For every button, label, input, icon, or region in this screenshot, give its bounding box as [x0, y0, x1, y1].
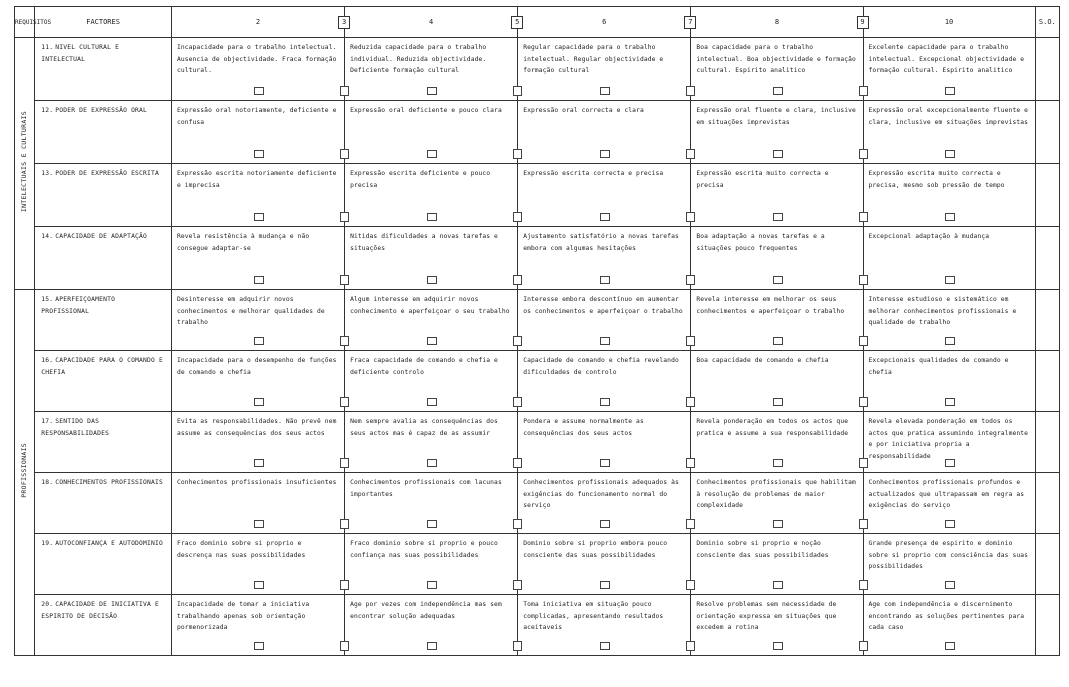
score-2-description: Incapacidade de tomar a iniciativa trabalhando apenas sob orientação pormenorizada: [176, 601, 310, 631]
score-10-description: Expressão oral excepcionalmente fluente e clara, inclusive em situações imprevistas: [868, 107, 1029, 126]
score-10-checkbox[interactable]: [945, 337, 955, 345]
factor-number: 11.: [41, 44, 54, 51]
score-5-checkbox[interactable]: [513, 458, 522, 468]
score-4-cell: [345, 164, 518, 227]
so-cell[interactable]: [1035, 38, 1059, 101]
score-5-checkbox[interactable]: [513, 336, 522, 346]
score-5-checkbox[interactable]: [513, 86, 522, 96]
score-8-checkbox[interactable]: [773, 337, 783, 345]
score-10-cell: [863, 595, 1035, 656]
score-7-checkbox[interactable]: [686, 86, 695, 96]
factor-name: APERFEIÇOAMENTO PROFISSIONAL: [41, 296, 116, 315]
score-4-description: Age por vezes com independência mas sem encontrar solução adequadas: [350, 601, 502, 620]
so-cell[interactable]: [1035, 595, 1059, 656]
score-9-checkbox[interactable]: [859, 580, 868, 590]
score-9-checkbox[interactable]: [859, 86, 868, 96]
score-7-checkbox[interactable]: [686, 641, 695, 651]
factor-row: [15, 227, 1060, 290]
factor-number: 15.: [41, 296, 54, 303]
score-6-header: [518, 7, 691, 38]
factor-name: CAPACIDADE PARA O COMANDO E CHEFIA: [41, 357, 163, 376]
score-7-checkbox[interactable]: 7: [684, 16, 696, 29]
score-10-cell: [863, 38, 1035, 101]
so-cell[interactable]: [1035, 534, 1059, 595]
score-8-cell: [691, 164, 863, 227]
score-4-description: Conhecimentos profissionais com lacunas importantes: [350, 479, 502, 498]
score-3-checkbox[interactable]: [340, 519, 349, 529]
score-6-checkbox[interactable]: [600, 642, 610, 650]
score-8-cell: [691, 101, 863, 164]
score-3-checkbox[interactable]: [340, 641, 349, 651]
score-3-checkbox[interactable]: [340, 336, 349, 346]
so-cell[interactable]: [1035, 473, 1059, 534]
requisito-group-label: PROFISSIONAIS: [19, 442, 28, 498]
score-4-description: Algum interesse em adquirir novos conhecimento e aperfeiçoar o seu trabalho: [350, 296, 510, 315]
score-8-description: Boa adaptação a novas tarefas e a situações pouco frequentes: [696, 233, 825, 252]
so-cell[interactable]: [1035, 290, 1059, 351]
factor-name-cell: [35, 164, 172, 227]
score-4-cell: [345, 473, 518, 534]
score-10-description: Excepcional adaptação à mudança: [868, 233, 990, 240]
requisito-group-1: [15, 38, 35, 290]
score-8-description: Expressão oral fluente e clara, inclusive em situações imprevistas: [696, 107, 856, 126]
score-6-description: Interesse embora descontínuo em aumentar os conhecimentos e aperfeiçoar o trabalho: [523, 296, 683, 315]
header-row: [15, 7, 1060, 38]
score-2-cell: [171, 534, 344, 595]
score-10-checkbox[interactable]: [945, 459, 955, 467]
factor-number: 17.: [41, 418, 54, 425]
score-6-checkbox[interactable]: [600, 459, 610, 467]
score-10-cell: [863, 101, 1035, 164]
score-2-checkbox[interactable]: [254, 398, 264, 406]
factor-row: [15, 534, 1060, 595]
factor-row: [15, 351, 1060, 412]
score-8-checkbox[interactable]: [773, 150, 783, 158]
score-10-description: Age com independência e discernimento encontrando as soluções pertinentes para cada caso: [868, 601, 1025, 631]
score-5-checkbox[interactable]: [513, 275, 522, 285]
score-4-description: Expressão escrita deficiente e pouco precisa: [350, 170, 491, 189]
score-6-cell: [518, 473, 691, 534]
score-4-description: Nitidas dificuldades a novas tarefas e situações: [350, 233, 498, 252]
score-5-checkbox[interactable]: [513, 149, 522, 159]
score-4-description: Expressão oral deficiente e pouco clara: [350, 107, 502, 114]
score-10-description: Revela elevada ponderação em todos os actos que pratica assumindo integralmente e por iniciativa propria a responsabilidade: [868, 418, 1029, 460]
score-6-description: Expressão escrita correcta e precisa: [523, 170, 664, 177]
score-10-cell: [863, 473, 1035, 534]
so-header: S.O.: [1035, 7, 1059, 38]
score-10-cell: [863, 351, 1035, 412]
score-2-description: Fraco dominio sobre si proprio e descrença nas suas possibilidades: [176, 540, 306, 559]
score-8-checkbox[interactable]: [773, 642, 783, 650]
score-6-checkbox[interactable]: [600, 276, 610, 284]
factor-row: [15, 164, 1060, 227]
score-6-cell: [518, 38, 691, 101]
score-8-cell: [691, 473, 863, 534]
score-4-checkbox[interactable]: [427, 642, 437, 650]
score-2-cell: [171, 164, 344, 227]
factor-name-cell: [35, 412, 172, 473]
score-8-cell: [691, 595, 863, 656]
score-4-description: Nem sempre avalia as consequências dos seus actos mas é capaz de as assumir: [350, 418, 498, 437]
score-3-checkbox[interactable]: [340, 458, 349, 468]
score-3-checkbox[interactable]: [340, 149, 349, 159]
score-2-cell: [171, 290, 344, 351]
score-4-description: Reduzida capacidade para o trabalho individual. Reduzida objectividade. Deficiente formação cultural: [350, 44, 487, 74]
score-6-cell: [518, 101, 691, 164]
score-3-checkbox[interactable]: [340, 212, 349, 222]
factor-name: CAPACIDADE DE INICIATIVA E ESPIRITO DE DECISÃO: [41, 601, 160, 620]
score-2-cell: [171, 101, 344, 164]
score-2-cell: [171, 38, 344, 101]
score-2-description: Incapacidade para o trabalho intelectual. Ausencia de objectividade. Fraca formação cultural.: [176, 44, 337, 74]
score-4-checkbox[interactable]: [427, 520, 437, 528]
score-5-checkbox[interactable]: 5: [511, 16, 523, 29]
factor-name: NIVEL CULTURAL E INTELECTUAL: [41, 44, 120, 63]
score-2-checkbox[interactable]: [254, 276, 264, 284]
factor-row: [15, 595, 1060, 656]
score-7-checkbox[interactable]: [686, 519, 695, 529]
score-9-checkbox[interactable]: [859, 458, 868, 468]
score-4-cell: [345, 38, 518, 101]
factor-row: [15, 290, 1060, 351]
score-4-cell: [345, 595, 518, 656]
requisito-group-2: [15, 290, 35, 656]
score-5-checkbox[interactable]: [513, 397, 522, 407]
factor-row: [15, 101, 1060, 164]
score-6-checkbox[interactable]: [600, 87, 610, 95]
score-6-description: Conhecimentos profissionais adequados às exigências do funcionamento normal do serviço: [523, 479, 679, 509]
score-4-cell: [345, 412, 518, 473]
score-9-checkbox[interactable]: [859, 519, 868, 529]
score-6-description: Capacidade de comando e chefia revelando dificuldades de controlo: [523, 357, 679, 376]
score-9-checkbox[interactable]: [859, 212, 868, 222]
score-9-checkbox[interactable]: [859, 149, 868, 159]
score-8-description: Resolve problemas sem necessidade de orientação expressa em situações que excedem a rotina: [696, 601, 837, 631]
score-6-cell: [518, 412, 691, 473]
factores-header: FACTORES: [35, 7, 172, 38]
factor-number: 16.: [41, 357, 54, 364]
score-2-cell: [171, 227, 344, 290]
score-4-cell: [345, 534, 518, 595]
score-2-checkbox[interactable]: [254, 459, 264, 467]
score-8-label: 8: [774, 18, 780, 26]
score-10-description: Interesse estudioso e sistemático em melhorar conhecimentos profissionais e qualidade de trabalho: [868, 296, 1017, 326]
score-8-description: Boa capacidade para o trabalho intelectual. Boa objectividade e formação cultural. Espirito analitico: [696, 44, 856, 74]
score-2-header: [171, 7, 347, 38]
evaluation-table: [14, 6, 1060, 656]
so-cell[interactable]: [1035, 164, 1059, 227]
score-6-cell: [518, 164, 691, 227]
score-2-cell: [171, 412, 344, 473]
factor-name-cell: [35, 227, 172, 290]
score-6-cell: [518, 290, 691, 351]
score-2-cell: [171, 473, 344, 534]
score-8-checkbox[interactable]: [773, 276, 783, 284]
so-cell[interactable]: [1035, 227, 1059, 290]
score-4-header: [345, 7, 518, 38]
score-2-cell: [171, 595, 344, 656]
score-2-checkbox[interactable]: [254, 581, 264, 589]
score-8-checkbox[interactable]: [773, 87, 783, 95]
score-10-cell: [863, 164, 1035, 227]
requisitos-header: REQUISITOS: [15, 7, 35, 38]
score-2-description: Revela resistência à mudança e não consegue adaptar-se: [176, 233, 310, 252]
score-10-description: Conhecimentos profissionais profundos e actualizados que ultrapassam em regra as exigências do serviço: [868, 479, 1025, 509]
score-6-checkbox[interactable]: [600, 398, 610, 406]
score-2-description: Incapacidade para o desempenho de funções de comando e chefia: [176, 357, 337, 376]
score-8-description: Expressão escrita muito correcta e precisa: [696, 170, 829, 189]
factor-name: SENTIDO DAS RESPONSABILIDADES: [41, 418, 110, 437]
score-2-description: Evita as responsabilidades. Não prevê nem assume as consequências dos seus actos: [176, 418, 337, 437]
score-10-description: Grande presença de espirito e dominio sobre si proprio com consciência das suas possibilidades: [868, 540, 1029, 570]
factor-row: [15, 38, 1060, 101]
score-2-checkbox[interactable]: [254, 337, 264, 345]
score-6-description: Expressão oral correcta e clara: [523, 107, 644, 114]
score-8-checkbox[interactable]: [773, 520, 783, 528]
score-2-description: Conhecimentos profissionais insuficientes: [176, 479, 337, 486]
factor-name-cell: [35, 351, 172, 412]
score-8-description: Boa capacidade de comando e chefia: [696, 357, 829, 364]
score-4-cell: [345, 101, 518, 164]
score-8-description: Revela interesse em melhorar os seus conhecimentos e aperfeiçoar o trabalho: [696, 296, 845, 315]
score-4-checkbox[interactable]: [427, 337, 437, 345]
score-6-description: Regular capacidade para o trabalho intelectual. Regular objectividade e formação cultural: [523, 44, 664, 74]
score-4-checkbox[interactable]: [427, 581, 437, 589]
score-9-checkbox[interactable]: [859, 641, 868, 651]
score-4-checkbox[interactable]: [427, 150, 437, 158]
score-8-cell: [691, 351, 863, 412]
score-6-label: 6: [602, 18, 607, 26]
score-4-description: Fraco dominio sobre si proprio e pouco confiança nas suas possibilidades: [350, 540, 498, 559]
score-10-checkbox[interactable]: [945, 398, 955, 406]
score-10-checkbox[interactable]: [945, 213, 955, 221]
score-8-description: Dominio sobre si proprio e noção consciente das suas possibilidades: [696, 540, 829, 559]
score-4-checkbox[interactable]: [427, 87, 437, 95]
score-2-checkbox[interactable]: [254, 642, 264, 650]
score-9-checkbox[interactable]: [859, 397, 868, 407]
score-8-cell: [691, 38, 863, 101]
score-8-checkbox[interactable]: [773, 581, 783, 589]
score-10-header: 10: [863, 7, 1035, 38]
score-6-description: Ajustamento satisfatório a novas tarefas embora com algumas hesitações: [523, 233, 679, 252]
score-6-checkbox[interactable]: [600, 337, 610, 345]
score-10-description: Expressão escrita muito correcta e precisa, mesmo sob pressão de tempo: [868, 170, 1005, 189]
requisito-group-label: INTELECTUAIS E CULTURAIS: [19, 110, 28, 212]
score-6-checkbox[interactable]: [600, 520, 610, 528]
score-3-checkbox[interactable]: [340, 275, 349, 285]
score-4-cell: [345, 351, 518, 412]
score-6-checkbox[interactable]: [600, 213, 610, 221]
score-4-checkbox[interactable]: [427, 459, 437, 467]
factor-row: [15, 412, 1060, 473]
score-8-checkbox[interactable]: [773, 398, 783, 406]
score-7-checkbox[interactable]: [686, 275, 695, 285]
factor-number: 19.: [41, 540, 54, 547]
factor-number: 18.: [41, 479, 54, 486]
score-6-checkbox[interactable]: [600, 150, 610, 158]
score-7-checkbox[interactable]: [686, 580, 695, 590]
score-9-checkbox[interactable]: [859, 275, 868, 285]
score-10-checkbox[interactable]: [945, 87, 955, 95]
factor-name: PODER DE EXPRESSÃO ORAL: [55, 107, 148, 114]
factor-name-cell: [35, 38, 172, 101]
score-8-checkbox[interactable]: [773, 459, 783, 467]
score-6-description: Dominio sobre si proprio embora pouco consciente das suas possibilidades: [523, 540, 668, 559]
factor-name-cell: [35, 101, 172, 164]
score-10-description: Excepcionais qualidades de comando e chefia: [868, 357, 1009, 376]
score-10-checkbox[interactable]: [945, 581, 955, 589]
score-4-checkbox[interactable]: [427, 276, 437, 284]
score-10-cell: [863, 290, 1035, 351]
factor-name: AUTOCONFIANÇA E AUTODOMINIO: [55, 540, 163, 547]
score-4-checkbox[interactable]: [427, 213, 437, 221]
factor-name-cell: [35, 534, 172, 595]
score-4-cell: [345, 227, 518, 290]
score-10-checkbox[interactable]: [945, 276, 955, 284]
score-7-checkbox[interactable]: [686, 336, 695, 346]
score-6-cell: [518, 534, 691, 595]
score-8-checkbox[interactable]: [773, 213, 783, 221]
so-cell[interactable]: [1035, 351, 1059, 412]
so-cell[interactable]: [1035, 101, 1059, 164]
score-10-checkbox[interactable]: [945, 520, 955, 528]
score-7-checkbox[interactable]: [686, 397, 695, 407]
score-3-checkbox[interactable]: [340, 86, 349, 96]
score-8-description: Revela ponderação em todos os actos que pratica e assume a sua responsabilidade: [696, 418, 849, 437]
score-4-checkbox[interactable]: [427, 398, 437, 406]
score-2-checkbox[interactable]: [254, 213, 264, 221]
score-2-checkbox[interactable]: [254, 150, 264, 158]
score-8-description: Conhecimentos profissionais que habilitam à resolução de problemas de maior complexidade: [696, 479, 856, 509]
score-6-cell: [518, 595, 691, 656]
factor-number: 13.: [41, 170, 54, 177]
factor-number: 20.: [41, 601, 54, 608]
score-2-checkbox[interactable]: [254, 87, 264, 95]
score-2-description: Expressão oral notoriamente, deficiente e confusa: [176, 107, 337, 126]
score-5-checkbox[interactable]: [513, 641, 522, 651]
score-9-checkbox[interactable]: 9: [857, 16, 869, 29]
evaluation-form: [14, 6, 1060, 672]
score-2-cell: [171, 351, 344, 412]
score-7-checkbox[interactable]: [686, 212, 695, 222]
factor-number: 14.: [41, 233, 54, 240]
score-10-description: Excelente capacidade para o trabalho intelectual. Excepcional objectividade e formação cultural. Espirito analitico: [868, 44, 1025, 74]
score-6-cell: [518, 227, 691, 290]
score-4-description: Fraca capacidade de comando e chefia e deficiente controlo: [350, 357, 498, 376]
factor-name: CONHECIMENTOS PROFISSIONAIS: [55, 479, 163, 486]
factor-name: CAPACIDADE DE ADAPTAÇÃO: [55, 233, 148, 240]
score-6-description: Pondera e assume normalmente as consequências dos seus actos: [523, 418, 644, 437]
score-10-cell: [863, 534, 1035, 595]
score-3-checkbox[interactable]: 3: [338, 16, 350, 29]
factor-name-cell: [35, 595, 172, 656]
score-3-checkbox[interactable]: [340, 580, 349, 590]
score-5-checkbox[interactable]: [513, 212, 522, 222]
score-8-cell: [691, 227, 863, 290]
score-7-checkbox[interactable]: [686, 149, 695, 159]
score-8-header: [691, 7, 863, 38]
so-cell[interactable]: [1035, 412, 1059, 473]
score-7-checkbox[interactable]: [686, 458, 695, 468]
score-4-label: 4: [429, 18, 434, 26]
score-3-checkbox[interactable]: [340, 397, 349, 407]
score-6-description: Toma iniciativa em situação pouco complicadas, apresentando resultados aceitaveis: [523, 601, 664, 631]
factor-number: 12.: [41, 107, 54, 114]
score-5-checkbox[interactable]: [513, 580, 522, 590]
score-6-checkbox[interactable]: [600, 581, 610, 589]
score-8-cell: [691, 290, 863, 351]
score-6-cell: [518, 351, 691, 412]
factor-name-cell: [35, 290, 172, 351]
score-10-checkbox[interactable]: [945, 642, 955, 650]
factor-name: PODER DE EXPRESSÃO ESCRITA: [55, 170, 160, 177]
score-2-description: Expressão escrita notoriamente deficiente e imprecisa: [176, 170, 337, 189]
score-8-cell: [691, 412, 863, 473]
score-10-cell: [863, 412, 1035, 473]
score-8-cell: [691, 534, 863, 595]
score-9-checkbox[interactable]: [859, 336, 868, 346]
score-5-checkbox[interactable]: [513, 519, 522, 529]
score-10-checkbox[interactable]: [945, 150, 955, 158]
score-2-label: 2: [255, 18, 261, 26]
score-10-cell: [863, 227, 1035, 290]
factor-name-cell: [35, 473, 172, 534]
factor-row: [15, 473, 1060, 534]
score-2-checkbox[interactable]: [254, 520, 264, 528]
score-4-cell: [345, 290, 518, 351]
score-2-description: Desinteresse em adquirir novos conhecimentos e melhorar qualidades de trabalho: [176, 296, 325, 326]
